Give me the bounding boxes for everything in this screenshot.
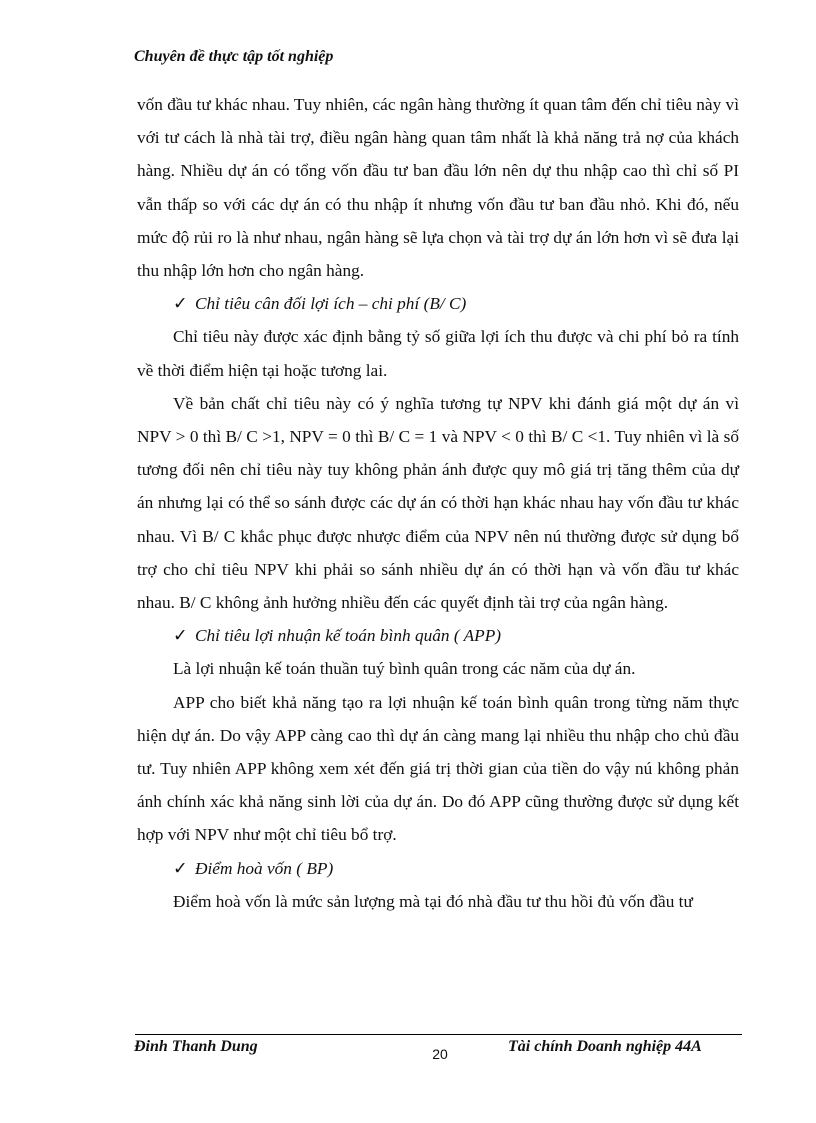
section-heading-bc	[137, 287, 739, 320]
paragraph: Chỉ tiêu này được xác định bằng tỷ số giữa lợi ích thu được và chi phí bỏ ra tính về thời điểm hiện tại hoặc tương lai.	[137, 327, 739, 380]
checkmark-icon: ✓	[173, 626, 188, 646]
section-heading-bp	[137, 852, 739, 885]
paragraph: Là lợi nhuận kế toán thuần tuý bình quân trong các năm của dự án.	[173, 659, 636, 679]
checkmark-icon: ✓	[173, 294, 188, 314]
section-heading-app	[137, 619, 739, 652]
footer-author: Đinh Thanh Dung	[134, 1038, 258, 1055]
paragraph: vốn đầu tư khác nhau. Tuy nhiên, các ngân hàng thường ít quan tâm đến chỉ tiêu này vì với tư cách là nhà tài trợ, điều ngân hàng quan tâm nhất là khả năng trả nợ của khách hàng. Nhiều dự án có tổng vốn đầu tư ban đầu lớn nên dự thu nhập cao thì chỉ số PI vẫn thấp so với các dự án có thu nhập ít nhưng vốn đầu tư ban đầu nhỏ. Khi đó, nếu mức độ rủi ro là như nhau, ngân hàng sẽ lựa chọn và tài trợ dự án lớn hơn vì sẽ đưa lại thu nhập lớn hơn cho ngân hàng.	[137, 95, 739, 281]
heading-text: Điểm hoà vốn ( BP)	[195, 858, 334, 878]
body-text	[137, 88, 739, 918]
page-number: 20	[432, 1046, 448, 1062]
footer-department: Tài chính Doanh nghiệp 44A	[508, 1038, 702, 1055]
checkmark-icon: ✓	[173, 858, 188, 878]
heading-text: Chỉ tiêu cân đối lợi ích – chi phí (B/ C)	[195, 294, 467, 314]
paragraph: APP cho biết khả năng tạo ra lợi nhuận kế toán bình quân trong từng năm thực hiện dự án. Do vậy APP càng cao thì dự án càng mang lại nhiều thu nhập cho chủ đầu tư. Tuy nhiên APP không xem xét đến giá trị thời gian của tiền do vậy nú không phản ánh chính xác khả năng sinh lời của dự án. Do đó APP cũng thường được sử dụng kết hợp với NPV như một chỉ tiêu bổ trợ.	[137, 692, 739, 845]
footer-divider	[135, 1034, 742, 1035]
heading-text: Chỉ tiêu lợi nhuận kế toán bình quân ( APP)	[195, 626, 502, 646]
paragraph: Về bản chất chỉ tiêu này có ý nghĩa tương tự NPV khi đánh giá một dự án vì NPV > 0 thì B/ C >1, NPV = 0 thì B/ C = 1 và NPV < 0 thì B/ C <1. Tuy nhiên vì là số tương đối nên chỉ tiêu này tuy không phản ánh được quy mô giá trị tăng thêm của dự án nhưng lại có thể so sánh được các dự án có thời hạn khác nhau hay vốn đầu tư khác nhau. Vì B/ C khắc phục được nhược điểm của NPV nên nú thường được sử dụng bổ trợ cho chỉ tiêu NPV khi phải so sánh nhiều dự án có thời hạn và vốn đầu tư khác nhau. B/ C không ảnh hưởng nhiều đến các quyết định tài trợ của ngân hàng.	[137, 393, 739, 613]
running-header: Chuyên đề thực tập tốt nghiệp	[134, 48, 334, 65]
paragraph: Điểm hoà vốn là mức sản lượng mà tại đó nhà đầu tư thu hồi đủ vốn đầu tư	[173, 891, 693, 911]
